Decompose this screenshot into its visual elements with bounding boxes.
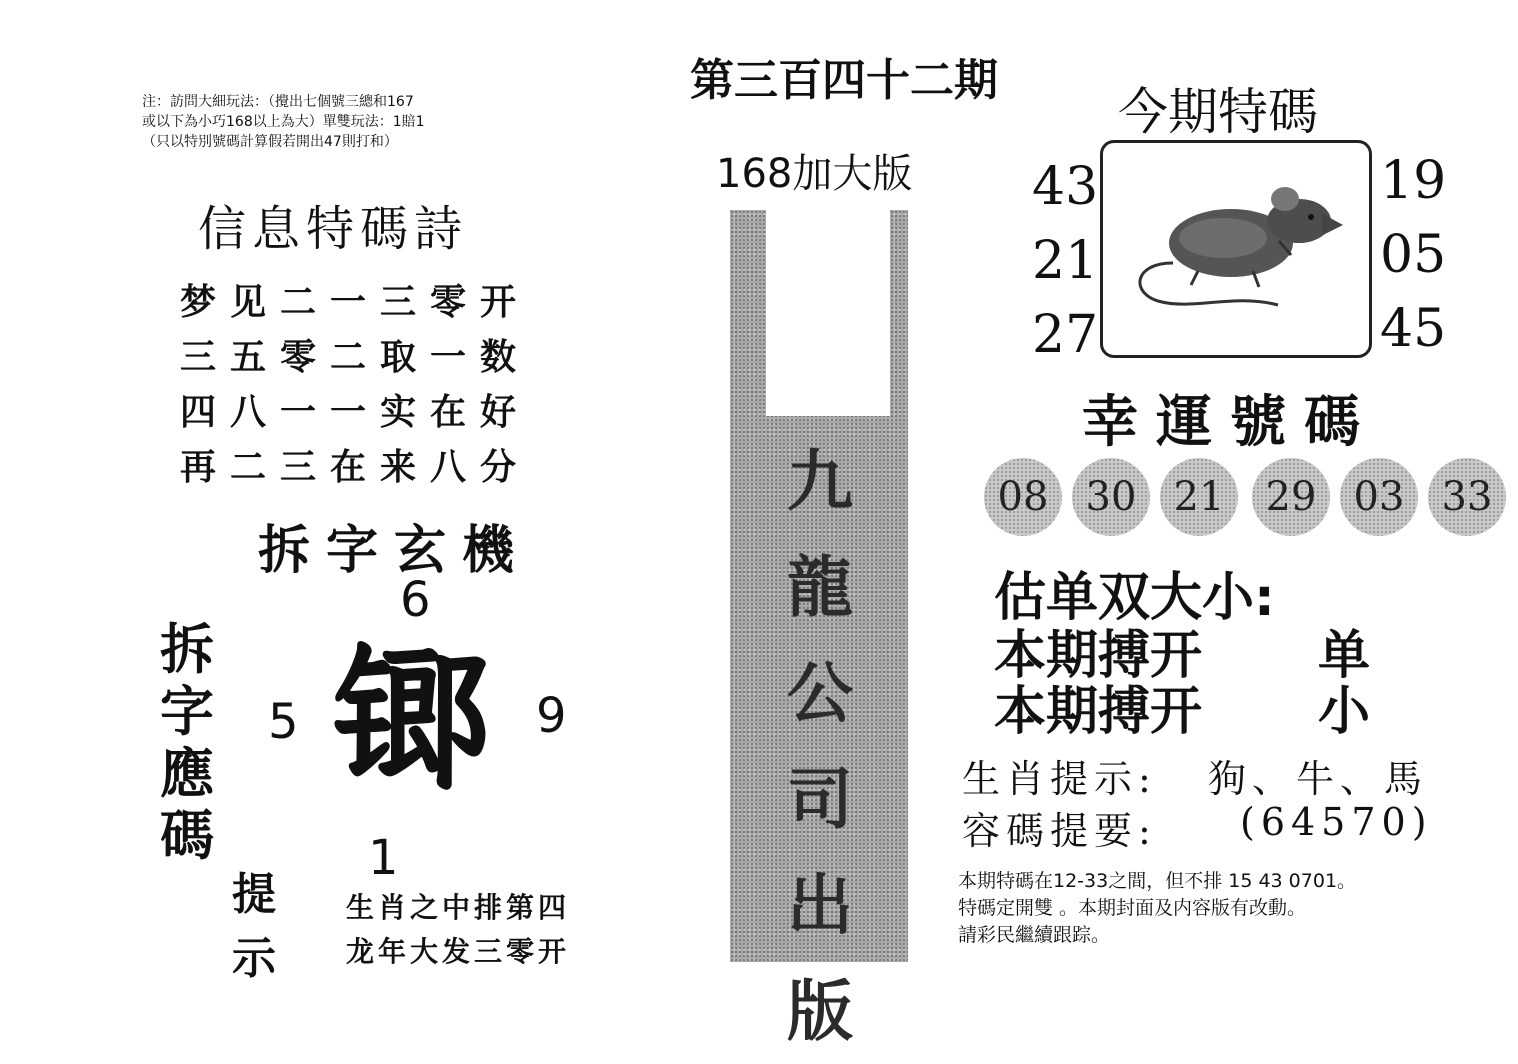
- chaizi-big-char: 𨱍: [330, 621, 491, 809]
- special-number: 45: [1380, 299, 1447, 359]
- publisher-char: 版: [787, 972, 853, 1050]
- special-number: 21: [1032, 231, 1099, 291]
- chaizi-num-left: 5: [268, 694, 299, 750]
- poem: [180, 275, 530, 495]
- vertical-char: 拆: [160, 617, 214, 681]
- chaizi-num-top: 6: [400, 572, 431, 628]
- chaizi-num-right: 9: [536, 688, 567, 744]
- guess-line-2-label: 本期搏开: [994, 682, 1203, 742]
- footnote-line: 請彩民繼續跟踪。: [958, 924, 1111, 946]
- lucky-ball: 33: [1428, 458, 1506, 536]
- special-code-title: 今期特碼: [1118, 83, 1318, 141]
- publisher-text: [780, 428, 860, 1064]
- rules-note: [142, 92, 572, 152]
- vertical-char: 字: [160, 679, 214, 743]
- publisher-char: 公: [787, 654, 853, 732]
- vertical-char: 碼: [160, 803, 214, 867]
- lucky-ball: 21: [1160, 458, 1238, 536]
- special-numbers-right: [1380, 144, 1446, 366]
- lucky-ball: 08: [984, 458, 1062, 536]
- poem-line: 三五零二取一数: [180, 336, 531, 378]
- chaizi-title: 拆字玄機: [258, 520, 531, 581]
- guess-title: 估单双大小:: [994, 568, 1275, 628]
- lucky-ball: 03: [1340, 458, 1418, 536]
- chaizi-vertical-label: [152, 618, 222, 866]
- lucky-numbers-title: 幸運號碼: [1082, 389, 1378, 455]
- chaizi-num-bottom: 1: [368, 830, 399, 886]
- poem-line: 再二三在来八分: [180, 446, 531, 488]
- publisher-char: 司: [787, 760, 853, 838]
- publisher-char: 出: [787, 866, 853, 944]
- special-number: 43: [1032, 157, 1099, 217]
- hint-label-2: 示: [232, 933, 276, 984]
- footnote-line: 本期特碼在12-33之間，但不排 15 43 0701。: [958, 870, 1357, 892]
- lucky-ball: 30: [1072, 458, 1150, 536]
- special-number: 19: [1380, 151, 1447, 211]
- edition-label: 168加大版: [716, 151, 913, 197]
- publisher-char: 龍: [787, 548, 853, 626]
- lucky-ball: 29: [1252, 458, 1330, 536]
- footnote: [958, 868, 1498, 949]
- rules-note-line: （只以特別號碼計算假若開出47則打和）: [142, 134, 398, 150]
- poem-line: 四八一一实在好: [180, 391, 531, 433]
- special-number: 05: [1380, 225, 1447, 285]
- rules-note-line: 注：訪問大細玩法：（攪出七個號三總和167: [142, 94, 414, 110]
- panel-blank-box: [766, 210, 890, 416]
- footnote-line: 特碼定開雙 。本期封面及内容版有改動。: [958, 897, 1307, 919]
- special-number: 27: [1032, 305, 1099, 365]
- zodiac-tip-label: 生肖提示:: [962, 757, 1157, 801]
- guess-line-1-label: 本期搏开: [994, 626, 1203, 686]
- rat-icon: [1103, 143, 1369, 355]
- hint-line: 龙年大发三零开: [346, 935, 571, 968]
- period-title: 第三百四十二期: [690, 55, 998, 106]
- special-numbers-left: [1032, 150, 1098, 372]
- zodiac-tip-value: 狗、牛、馬: [1208, 757, 1429, 801]
- publisher-panel: [730, 210, 908, 1050]
- hint-label-1: 提: [232, 869, 276, 920]
- rules-note-line: 或以下為小巧168以上為大）單雙玩法：1賠1: [142, 114, 425, 130]
- code-tip-label: 容碼提要:: [962, 809, 1157, 853]
- poem-title: 信息特碼詩: [198, 201, 469, 257]
- rat-box: [1100, 140, 1372, 358]
- publisher-char: 九: [787, 442, 853, 520]
- guess-line-2-value: 小: [1318, 682, 1371, 742]
- hint-line: 生肖之中排第四: [346, 891, 571, 924]
- guess-line-1-value: 单: [1318, 626, 1371, 686]
- code-tip-value: (64570): [1240, 800, 1433, 844]
- vertical-char: 應: [160, 741, 214, 805]
- poem-line: 梦见二一三零开: [180, 281, 531, 323]
